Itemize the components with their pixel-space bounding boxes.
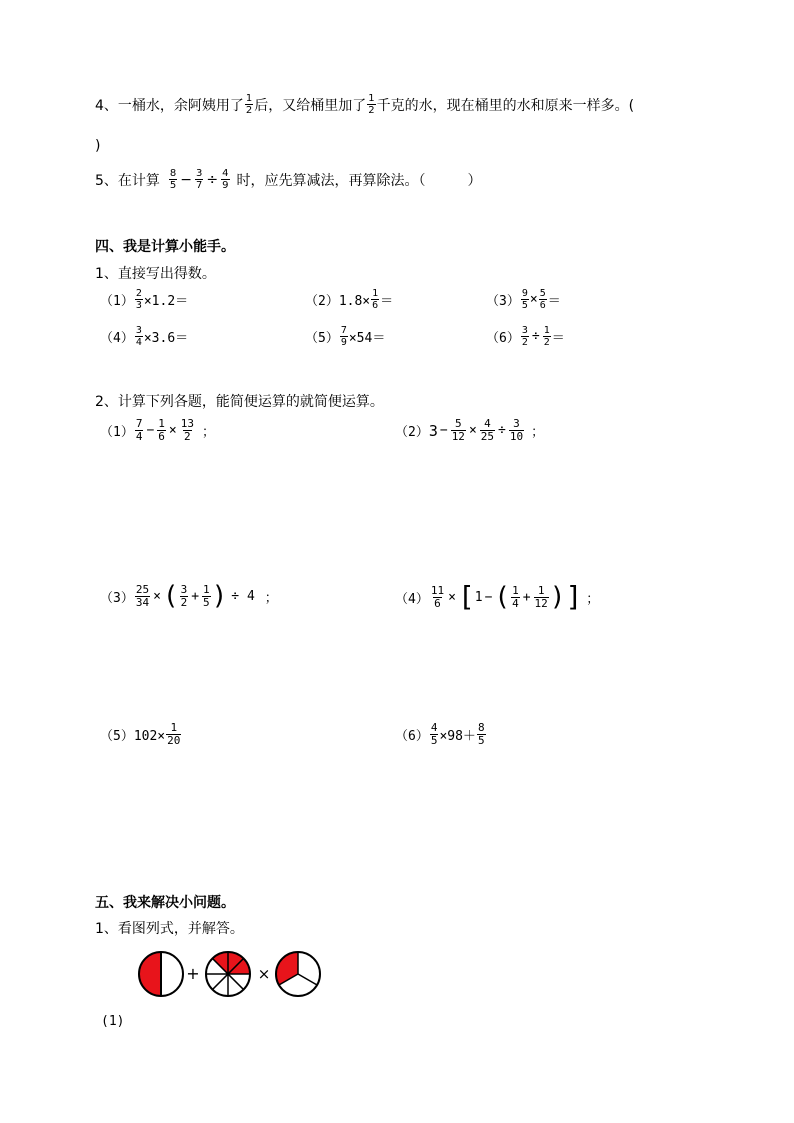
q4-fraction-1: $\frac{1}{2}$	[245, 93, 253, 116]
times-sign: ×	[153, 588, 161, 604]
fraction: $\frac{3}{4}$	[135, 325, 142, 348]
fraction: $\frac{3}{2}$	[180, 582, 188, 609]
figure-label: (1)	[101, 1014, 125, 1029]
fraction: $\frac{2}{3}$	[135, 288, 142, 311]
fraction: $\frac{13}{2}$	[180, 417, 194, 443]
times-sign: ×	[168, 423, 177, 438]
q4-mid: 后，又给桶里加了	[254, 97, 367, 114]
q4-answer-close: )	[95, 138, 101, 154]
fraction: $\frac{1}{6}$	[158, 417, 165, 443]
plus-sign: +	[191, 588, 200, 604]
q5-fraction-a: $\frac{8}{5}$	[169, 168, 177, 191]
fraction: $\frac{1}{20}$	[167, 721, 181, 747]
fraction: $\frac{7}{9}$	[340, 325, 347, 348]
direct-item-5: （5） $\frac{7}{9}$ ×54＝	[305, 325, 386, 348]
direct-item-3: （3） $\frac{9}{5}$ × $\frac{5}{6}$ ＝	[486, 288, 561, 311]
fraction: $\frac{11}{6}$	[430, 583, 445, 610]
q4-suffix: 千克的水，现在桶里的水和原来一样多。(	[376, 97, 635, 114]
fraction: $\frac{1}{2}$	[543, 325, 550, 348]
calc-item-1: （1） $\frac{7}{4}$ − $\frac{1}{6}$ × $\frac{13}{2}$ ；	[100, 417, 215, 443]
right-bracket: ]	[565, 580, 583, 613]
fraction: $\frac{1}{4}$	[512, 583, 519, 610]
times-sign: ×	[448, 589, 456, 605]
direct-item-4: （4） $\frac{3}{4}$ ×3.6＝	[100, 325, 189, 348]
calc-item-3: （3） $\frac{25}{34}$ × ( $\frac{3}{2}$ + $\frac{1}{5}$ ) ÷ 4 ；	[100, 581, 278, 611]
divide-sign: ÷	[498, 423, 506, 438]
right-paren: )	[549, 582, 566, 612]
calc-item-2: （2） 3 − $\frac{5}{12}$ × $\frac{4}{25}$ ÷ $\frac{3}{10}$ ；	[395, 417, 545, 443]
plus-sign: +	[186, 964, 200, 983]
direct-item-6: （6） $\frac{3}{2}$ ÷ $\frac{1}{2}$ ＝	[486, 325, 565, 348]
fraction: $\frac{1}{12}$	[534, 583, 548, 610]
divide-sign: ÷	[206, 171, 219, 188]
q4-fraction-2: $\frac{1}{2}$	[368, 93, 375, 116]
minus-sign: −	[146, 423, 155, 438]
section-5-part-1-title: 1、看图列式，并解答。	[95, 921, 244, 937]
minus-sign: −	[439, 423, 448, 438]
minus-sign: −	[180, 171, 193, 188]
section-5-title: 五、我来解决小问题。	[95, 895, 235, 911]
calc-item-4: （4） $\frac{11}{6}$ × [ 1 − ( $\frac{1}{4}$ + $\frac{1}{12}$ ) ] ；	[395, 580, 600, 613]
question-4	[95, 93, 634, 116]
calc-item-5: （5）102× $\frac{1}{20}$	[100, 721, 181, 747]
fraction: $\frac{3}{10}$	[509, 417, 524, 443]
plus-sign: +	[522, 589, 531, 605]
minus-sign: −	[484, 589, 493, 605]
fraction: $\frac{1}{5}$	[203, 582, 210, 609]
q5-suffix: 时，应先算减法，再算除法。（ ）	[236, 172, 482, 189]
section-4-title: 四、我是计算小能手。	[95, 239, 235, 255]
q4-prefix: 4、一桶水，余阿姨用了	[95, 97, 244, 114]
q5-fraction-b: $\frac{3}{7}$	[196, 168, 203, 191]
pie-figure-svg	[130, 947, 330, 1003]
right-paren: )	[211, 581, 228, 611]
times-sign: ×	[468, 423, 477, 438]
fraction-pie-figure	[130, 947, 330, 1007]
direct-item-2: （2）1.8× $\frac{1}{6}$ ＝	[305, 288, 394, 311]
left-paren: (	[494, 582, 511, 612]
fraction: $\frac{7}{4}$	[135, 417, 143, 443]
section-4-part-1-title: 1、直接写出得数。	[95, 266, 216, 282]
times-sign: ×	[257, 965, 271, 983]
direct-item-1: （1） $\frac{2}{3}$ ×1.2＝	[100, 288, 189, 311]
fraction: $\frac{5}{6}$	[539, 288, 546, 311]
fraction: $\frac{4}{25}$	[480, 417, 495, 443]
pie-thirds	[276, 952, 320, 996]
calc-item-6: （6） $\frac{4}{5}$ ×98＋ $\frac{8}{5}$	[395, 721, 485, 747]
left-bracket: [	[457, 580, 475, 613]
left-paren: (	[162, 581, 179, 611]
pie-eighths	[206, 952, 250, 996]
q5-prefix: 5、在计算	[95, 172, 160, 189]
pie-half-filled	[139, 952, 183, 996]
fraction: $\frac{4}{5}$	[430, 721, 438, 747]
fraction: $\frac{8}{5}$	[477, 721, 485, 747]
fraction: $\frac{1}{6}$	[372, 288, 379, 311]
fraction: $\frac{5}{12}$	[451, 417, 465, 443]
fraction: $\frac{25}{34}$	[135, 582, 150, 609]
section-4-part-2-title: 2、计算下列各题，能简便运算的就简便运算。	[95, 394, 384, 410]
fraction: $\frac{3}{2}$	[521, 325, 528, 348]
q5-fraction-c: $\frac{4}{9}$	[222, 168, 229, 191]
question-5	[95, 168, 482, 191]
fraction: $\frac{9}{5}$	[521, 288, 528, 311]
